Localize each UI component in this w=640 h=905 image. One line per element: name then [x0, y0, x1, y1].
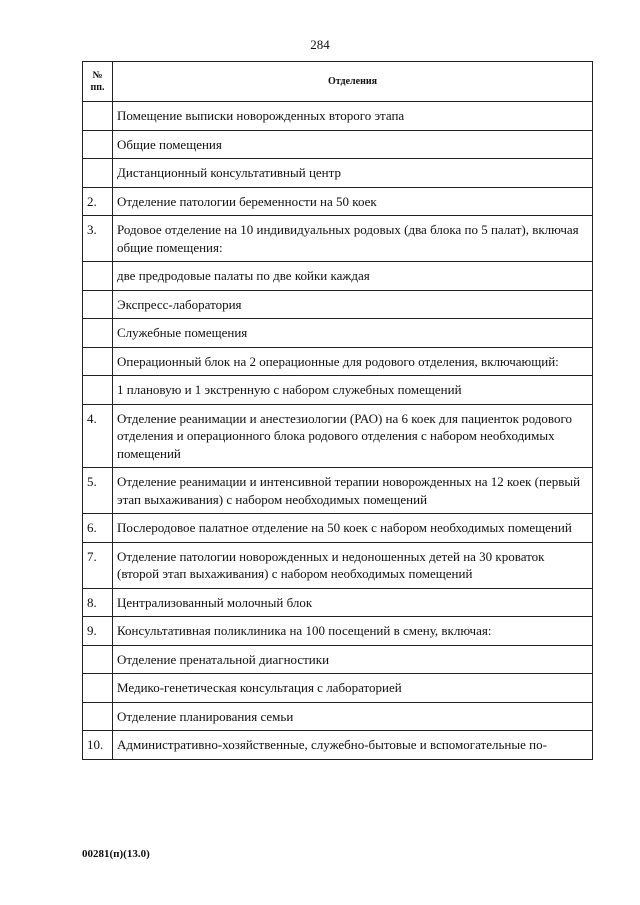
row-text: Послеродовое палатное отделение на 50 коек с набором необходимых помещений: [113, 514, 593, 543]
table-row: [83, 674, 593, 703]
row-number: [83, 290, 113, 319]
table-row: [83, 731, 593, 760]
row-text: Отделение пренатальной диагностики: [113, 645, 593, 674]
row-number: [83, 347, 113, 376]
row-text: 1 плановую и 1 экстренную с набором служебных помещений: [113, 376, 593, 405]
departments-table: [82, 61, 593, 760]
table-row: [83, 347, 593, 376]
document-code: 00281(п)(13.0): [82, 848, 150, 860]
table-row: [83, 319, 593, 348]
row-number: 2.: [83, 187, 113, 216]
header-number: № пп.: [83, 62, 113, 102]
row-number: [83, 702, 113, 731]
row-text: Экспресс-лаборатория: [113, 290, 593, 319]
row-number: [83, 262, 113, 291]
row-text: две предродовые палаты по две койки каждая: [113, 262, 593, 291]
row-text: Консультативная поликлиника на 100 посещений в смену, включая:: [113, 617, 593, 646]
row-number: 9.: [83, 617, 113, 646]
row-number: [83, 319, 113, 348]
row-text: Дистанционный консультативный центр: [113, 159, 593, 188]
row-text: Отделение реанимации и анестезиологии (РАО) на 6 коек для пациенток родового отделения и операционного блока родового отделения с набором необходимых помещений: [113, 404, 593, 468]
row-number: [83, 376, 113, 405]
table-row: [83, 645, 593, 674]
row-text: Операционный блок на 2 операционные для родового отделения, включающий:: [113, 347, 593, 376]
row-number: [83, 159, 113, 188]
row-number: 5.: [83, 468, 113, 514]
row-text: Родовое отделение на 10 индивидуальных родовых (два блока по 5 палат), включая общие помещения:: [113, 216, 593, 262]
row-text: Отделение реанимации и интенсивной терапии новорожденных на 12 коек (первый этап выхаживания) с набором необходимых помещений: [113, 468, 593, 514]
table-row: [83, 542, 593, 588]
row-number: 8.: [83, 588, 113, 617]
table-row: [83, 468, 593, 514]
row-text: Отделение планирования семьи: [113, 702, 593, 731]
table-row: [83, 187, 593, 216]
table-row: [83, 290, 593, 319]
row-number: 10.: [83, 731, 113, 760]
row-text: Отделение патологии новорожденных и недоношенных детей на 30 кроваток (второй этап выхаживания) с набором необходимых помещений: [113, 542, 593, 588]
header-departments: Отделения: [113, 62, 593, 102]
row-text: Помещение выписки новорожденных второго этапа: [113, 102, 593, 131]
row-number: 6.: [83, 514, 113, 543]
table-row: [83, 702, 593, 731]
row-number: [83, 645, 113, 674]
table-row: [83, 588, 593, 617]
table-header-row: [83, 62, 593, 102]
table-row: [83, 130, 593, 159]
row-text: Медико-генетическая консультация с лабораторией: [113, 674, 593, 703]
row-text: Общие помещения: [113, 130, 593, 159]
row-number: 4.: [83, 404, 113, 468]
row-text: Служебные помещения: [113, 319, 593, 348]
table-row: [83, 262, 593, 291]
table-row: [83, 376, 593, 405]
page-number: 284: [310, 37, 330, 52]
table-row: [83, 216, 593, 262]
table-row: [83, 159, 593, 188]
table-row: [83, 404, 593, 468]
row-number: [83, 674, 113, 703]
row-text: Административно-хозяйственные, служебно-бытовые и вспомогательные по-: [113, 731, 593, 760]
table-row: [83, 102, 593, 131]
row-number: 7.: [83, 542, 113, 588]
table-row: [83, 617, 593, 646]
table-row: [83, 514, 593, 543]
row-number: [83, 130, 113, 159]
row-number: 3.: [83, 216, 113, 262]
row-text: Централизованный молочный блок: [113, 588, 593, 617]
row-text: Отделение патологии беременности на 50 коек: [113, 187, 593, 216]
row-number: [83, 102, 113, 131]
